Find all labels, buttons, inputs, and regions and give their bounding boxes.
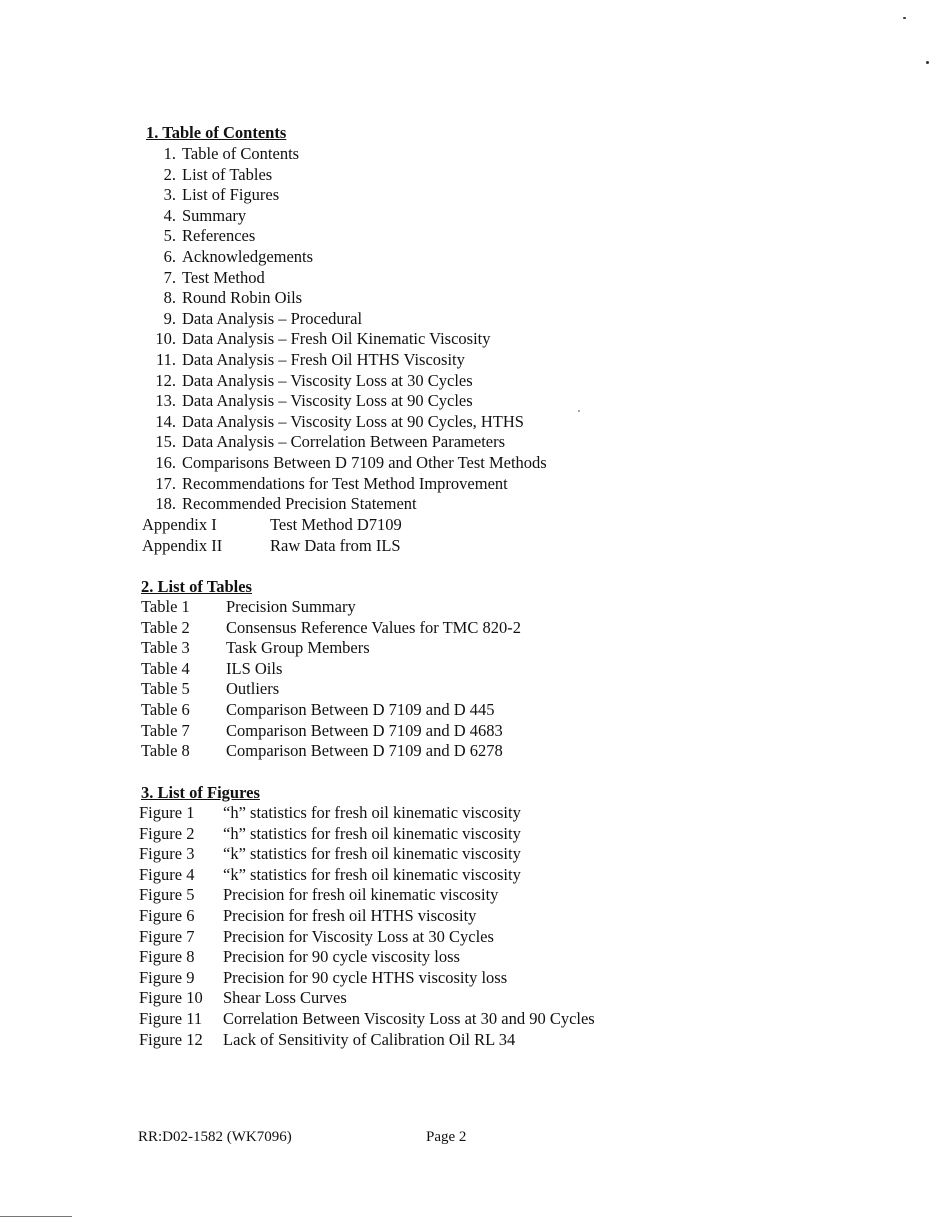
toc-item <box>144 185 279 205</box>
table-entry-label: Table 5 <box>141 679 190 699</box>
table-entry-title: ILS Oils <box>226 658 283 678</box>
figure-entry-label: Figure 10 <box>139 988 203 1008</box>
toc-item-title: References <box>182 226 256 246</box>
toc-item-title: Data Analysis – Viscosity Loss at 90 Cycles <box>182 391 473 411</box>
toc-item <box>144 226 255 246</box>
toc-item-title: Recommendations for Test Method Improvement <box>182 473 508 493</box>
scan-speck <box>903 17 906 19</box>
figure-entry-label: Figure 7 <box>139 926 195 946</box>
toc-item-title: Data Analysis – Fresh Oil HTHS Viscosity <box>182 350 465 369</box>
toc-item-number: 16. <box>155 453 176 472</box>
toc-item <box>144 247 313 267</box>
toc-item-number: 11. <box>155 350 176 369</box>
toc-item-number: 14. <box>155 411 176 431</box>
table-entry-title: Task Group Members <box>226 638 370 658</box>
toc-item-number: 9. <box>163 308 176 328</box>
toc-item <box>144 432 505 452</box>
toc-item <box>144 288 302 308</box>
appendix-label: Appendix I <box>142 515 217 534</box>
table-entry-label: Table 3 <box>141 638 190 658</box>
toc-item <box>144 474 508 494</box>
toc-item <box>144 350 465 370</box>
toc-item-number: 17. <box>155 473 176 493</box>
toc-item <box>144 391 473 411</box>
toc-item-title: Data Analysis – Viscosity Loss at 90 Cycles, HTHS <box>182 411 524 431</box>
figure-entry-title: Precision for 90 cycle viscosity loss <box>223 947 460 967</box>
toc-item-number: 5. <box>163 226 176 246</box>
toc-item-number: 4. <box>163 205 176 225</box>
scan-speck <box>926 61 929 64</box>
toc-heading: 1. Table of Contents <box>146 123 287 142</box>
figures-heading: 3. List of Figures <box>141 783 260 802</box>
toc-item <box>144 329 491 349</box>
toc-item-number: 13. <box>155 391 176 411</box>
toc-item-title: Round Robin Oils <box>182 288 303 308</box>
toc-item <box>144 165 272 185</box>
appendix-label: Appendix II <box>142 535 223 555</box>
figure-entry-label: Figure 2 <box>139 823 195 843</box>
toc-item <box>144 309 362 329</box>
table-entry-title: Comparison Between D 7109 and D 445 <box>226 700 495 719</box>
figure-entry-label: Figure 8 <box>139 947 195 967</box>
figure-entry-title: Precision for Viscosity Loss at 30 Cycles <box>223 926 494 946</box>
toc-item-number: 2. <box>163 164 176 184</box>
toc-item-title: Data Analysis – Correlation Between Parameters <box>182 432 506 452</box>
figure-entry-title: Correlation Between Viscosity Loss at 30 and 90 Cycles <box>223 1009 595 1028</box>
figure-entry-title: Precision for fresh oil kinematic viscosity <box>223 885 499 905</box>
toc-item-title: Summary <box>182 205 247 225</box>
figure-entry-label: Figure 3 <box>139 844 195 864</box>
figure-entry-title: Precision for fresh oil HTHS viscosity <box>223 906 477 925</box>
table-entry-label: Table 1 <box>141 597 190 616</box>
table-entry-label: Table 8 <box>141 741 190 761</box>
table-entry-label: Table 7 <box>141 720 190 740</box>
toc-item-number: 6. <box>163 247 176 266</box>
toc-item-title: Test Method <box>182 267 265 287</box>
figure-entry-title: Shear Loss Curves <box>223 988 347 1008</box>
figure-entry-label: Figure 1 <box>139 803 195 822</box>
toc-item <box>144 494 417 514</box>
toc-item-title: Acknowledgements <box>182 247 314 266</box>
appendix-title: Test Method D7109 <box>270 515 402 534</box>
toc-item <box>144 268 265 288</box>
toc-item-number: 18. <box>155 494 176 514</box>
toc-item <box>144 371 473 391</box>
toc-item-number: 7. <box>163 267 176 287</box>
figure-entry-label: Figure 9 <box>139 967 195 987</box>
figure-entry-label: Figure 12 <box>139 1029 203 1049</box>
table-entry-title: Outliers <box>226 679 280 699</box>
figure-entry-title: “k” statistics for fresh oil kinematic viscosity <box>223 864 521 884</box>
table-entry-label: Table 6 <box>141 700 190 719</box>
toc-item <box>144 206 246 226</box>
table-entry-title: Comparison Between D 7109 and D 4683 <box>226 720 503 740</box>
tables-heading: 2. List of Tables <box>141 577 252 596</box>
footer-doc-id: RR:D02-1582 (WK7096) <box>138 1129 292 1145</box>
toc-item-title: List of Tables <box>182 164 273 184</box>
figure-entry-title: “k” statistics for fresh oil kinematic viscosity <box>223 844 521 864</box>
toc-item <box>144 453 547 473</box>
figure-entry-label: Figure 4 <box>139 864 195 884</box>
toc-item-title: Data Analysis – Procedural <box>182 308 363 328</box>
toc-item-number: 15. <box>155 432 176 452</box>
toc-item-title: Data Analysis – Fresh Oil Kinematic Viscosity <box>182 329 491 349</box>
toc-item <box>144 412 524 432</box>
appendix-title: Raw Data from ILS <box>270 535 401 555</box>
toc-item-number: 12. <box>155 370 176 390</box>
figure-entry-title: Lack of Sensitivity of Calibration Oil RL 34 <box>223 1029 516 1049</box>
figure-entry-label: Figure 5 <box>139 885 195 905</box>
table-entry-label: Table 4 <box>141 658 190 678</box>
figure-entry-label: Figure 11 <box>139 1009 203 1028</box>
toc-item-number: 10. <box>155 329 176 349</box>
scan-speck <box>578 410 580 412</box>
figure-entry-title: Precision for 90 cycle HTHS viscosity loss <box>223 967 508 987</box>
figure-entry-title: “h” statistics for fresh oil kinematic viscosity <box>223 823 521 843</box>
toc-item <box>144 144 299 164</box>
toc-item-title: Comparisons Between D 7109 and Other Test Methods <box>182 453 547 472</box>
toc-item-title: Recommended Precision Statement <box>182 494 417 514</box>
scan-edge-line <box>0 1216 72 1217</box>
figure-entry-title: “h” statistics for fresh oil kinematic viscosity <box>223 803 521 822</box>
figure-entry-label: Figure 6 <box>139 906 195 925</box>
toc-item-number: 3. <box>163 185 176 205</box>
toc-item-title: Table of Contents <box>182 144 300 163</box>
table-entry-title: Precision Summary <box>226 597 356 616</box>
toc-item-title: List of Figures <box>182 185 280 205</box>
toc-item-number: 1. <box>163 144 176 163</box>
table-entry-title: Consensus Reference Values for TMC 820-2 <box>226 617 521 637</box>
toc-item-number: 8. <box>163 288 176 308</box>
footer-page-number: Page 2 <box>426 1129 467 1145</box>
table-entry-label: Table 2 <box>141 617 190 637</box>
table-entry-title: Comparison Between D 7109 and D 6278 <box>226 741 503 761</box>
toc-item-title: Data Analysis – Viscosity Loss at 30 Cycles <box>182 370 473 390</box>
